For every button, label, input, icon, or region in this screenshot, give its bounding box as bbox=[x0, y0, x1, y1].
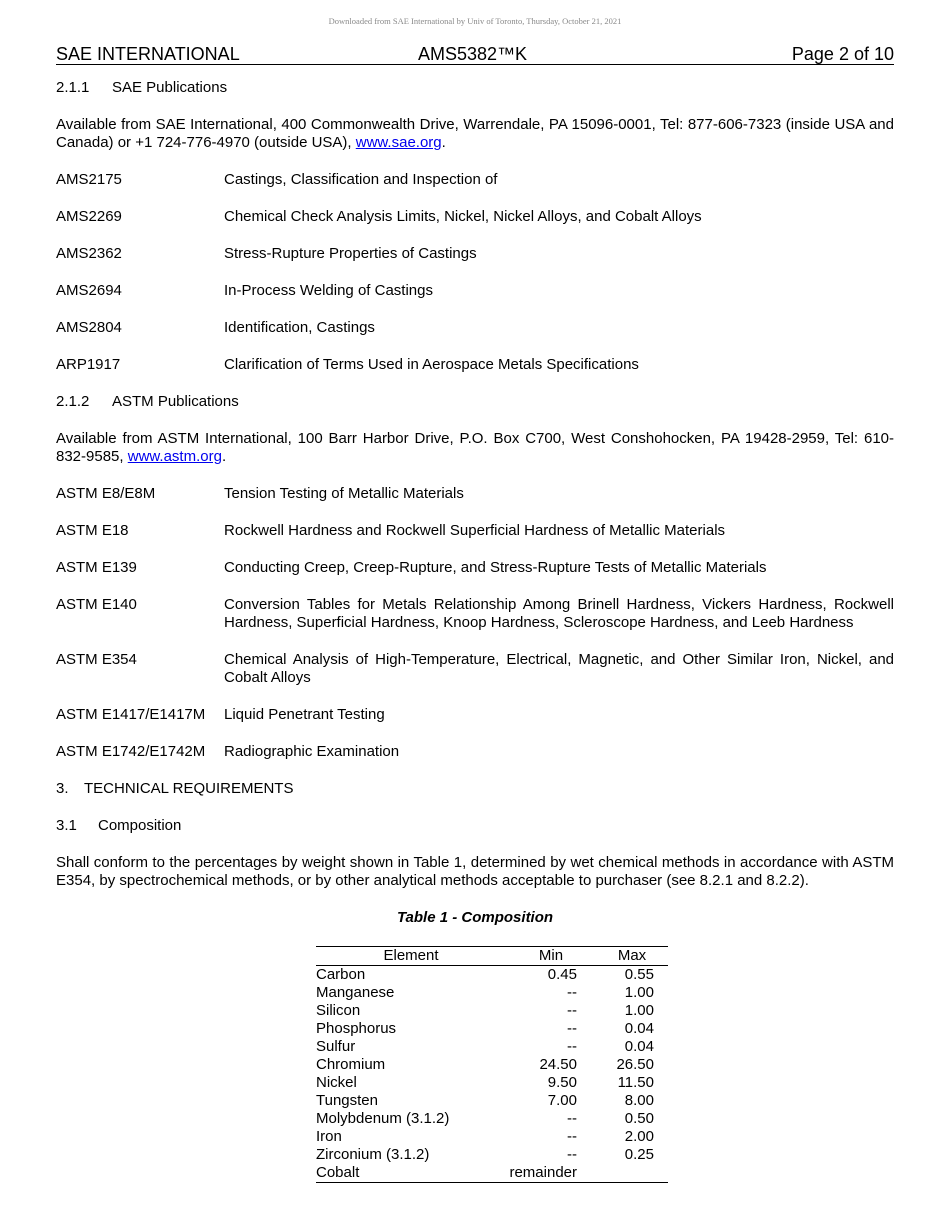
cell-max: 0.04 bbox=[624, 1020, 654, 1037]
cell-element: Silicon bbox=[316, 1002, 361, 1019]
table-row bbox=[316, 1128, 668, 1146]
cell-min: remainder bbox=[506, 1164, 596, 1183]
reference-title: Identification, Castings bbox=[224, 319, 375, 336]
cell-min: -- bbox=[567, 984, 577, 1001]
reference-code: ASTM E139 bbox=[56, 559, 137, 576]
table-row bbox=[316, 1146, 668, 1164]
table-header-row bbox=[316, 947, 668, 966]
column-header-element: Element bbox=[316, 947, 506, 966]
page-header bbox=[56, 44, 894, 65]
reference-code: ARP1917 bbox=[56, 356, 121, 373]
reference-title: In-Process Welding of Castings bbox=[224, 282, 433, 299]
section-heading-technical bbox=[56, 780, 894, 798]
reference-entry bbox=[56, 743, 894, 761]
section-number: 3.1 bbox=[56, 817, 77, 834]
reference-entry bbox=[56, 282, 894, 300]
reference-title: Radiographic Examination bbox=[224, 743, 400, 760]
reference-entry bbox=[56, 208, 894, 226]
table-row bbox=[316, 1110, 668, 1128]
reference-title: Chemical Analysis of High-Temperature, Electrical, Magnetic, and Other Similar Iron, Nickel, and Cobalt Alloys bbox=[224, 651, 894, 686]
reference-code: ASTM E1417/E1417M bbox=[56, 706, 206, 723]
section-title: ASTM Publications bbox=[112, 393, 239, 410]
sae-website-link[interactable]: www.sae.org bbox=[355, 134, 442, 151]
cell-max: 0.50 bbox=[624, 1110, 654, 1127]
availability-text: Available from SAE International, 400 Commonwealth Drive, Warrendale, PA 15096-0001, Tel: 877-606-7323 (inside USA and Canada) or +1 724-776-4970 (outside USA), bbox=[56, 116, 894, 151]
reference-code: ASTM E1742/E1742M bbox=[56, 743, 206, 760]
reference-entry bbox=[56, 245, 894, 263]
section-heading-sae bbox=[56, 79, 894, 97]
column-header-max: Max bbox=[596, 947, 668, 966]
cell-min: 24.50 bbox=[539, 1056, 577, 1073]
reference-code: AMS2804 bbox=[56, 319, 122, 336]
astm-website-link[interactable]: www.astm.org bbox=[127, 448, 222, 465]
reference-entry bbox=[56, 522, 894, 540]
reference-entry bbox=[56, 356, 894, 374]
cell-min: 7.00 bbox=[547, 1092, 577, 1109]
section-title: TECHNICAL REQUIREMENTS bbox=[84, 780, 294, 797]
section-title: SAE Publications bbox=[112, 79, 228, 96]
section-heading-composition bbox=[56, 817, 894, 835]
reference-entry bbox=[56, 706, 894, 724]
cell-min: -- bbox=[567, 1020, 577, 1037]
reference-entry bbox=[56, 651, 894, 687]
reference-entry bbox=[56, 596, 894, 632]
reference-code: ASTM E18 bbox=[56, 522, 129, 539]
section-title: Composition bbox=[98, 817, 182, 834]
reference-title: Liquid Penetrant Testing bbox=[224, 706, 385, 723]
cell-max: 11.50 bbox=[617, 1074, 654, 1091]
cell-max: 26.50 bbox=[616, 1056, 654, 1073]
cell-max: 2.00 bbox=[624, 1128, 654, 1145]
reference-code: ASTM E8/E8M bbox=[56, 485, 156, 502]
reference-code: AMS2694 bbox=[56, 282, 122, 299]
cell-element: Tungsten bbox=[316, 1092, 378, 1109]
cell-max bbox=[596, 1164, 668, 1183]
download-watermark: Downloaded from SAE International by Univ of Toronto, Thursday, October 21, 2021 bbox=[328, 16, 622, 26]
reference-entry bbox=[56, 319, 894, 337]
cell-min: -- bbox=[567, 1146, 577, 1163]
reference-entry bbox=[56, 171, 894, 189]
availability-text: Available from ASTM International, 100 Barr Harbor Drive, P.O. Box C700, West Conshohocken, PA 19428-2959, Tel: 610-832-9585, bbox=[56, 430, 894, 465]
sae-availability: Available from SAE International, 400 Commonwealth Drive, Warrendale, PA 15096-0001, Tel: 877-606-7323 (inside USA and Canada) or +1 724-776-4970 (outside USA), www.sae.org. bbox=[56, 116, 894, 151]
astm-reference-list bbox=[56, 485, 894, 761]
table-row bbox=[316, 1002, 668, 1020]
cell-element: Nickel bbox=[316, 1074, 357, 1091]
reference-code: AMS2175 bbox=[56, 171, 122, 188]
reference-title: Tension Testing of Metallic Materials bbox=[224, 485, 464, 502]
reference-code: AMS2362 bbox=[56, 245, 122, 262]
cell-max: 1.00 bbox=[624, 1002, 654, 1019]
reference-title: Clarification of Terms Used in Aerospace Metals Specifications bbox=[224, 356, 639, 373]
cell-max: 1.00 bbox=[624, 984, 654, 1001]
table-row bbox=[316, 1020, 668, 1038]
reference-title: Chemical Check Analysis Limits, Nickel, Nickel Alloys, and Cobalt Alloys bbox=[224, 208, 702, 225]
cell-max: 0.25 bbox=[624, 1146, 654, 1163]
cell-element: Carbon bbox=[316, 966, 366, 983]
reference-entry bbox=[56, 485, 894, 503]
cell-min: -- bbox=[567, 1002, 577, 1019]
cell-element: Sulfur bbox=[316, 1038, 356, 1055]
cell-max: 0.55 bbox=[624, 966, 654, 983]
reference-code: AMS2269 bbox=[56, 208, 122, 225]
reference-title: Conducting Creep, Creep-Rupture, and Stress-Rupture Tests of Metallic Materials bbox=[224, 559, 767, 576]
reference-code: ASTM E354 bbox=[56, 651, 137, 668]
section-number: 3. bbox=[56, 780, 69, 797]
cell-element: Molybdenum (3.1.2) bbox=[316, 1110, 450, 1127]
cell-element: Iron bbox=[316, 1128, 342, 1145]
table-row bbox=[316, 1056, 668, 1074]
section-heading-astm bbox=[56, 393, 894, 411]
reference-title: Castings, Classification and Inspection of bbox=[224, 171, 498, 188]
composition-text: Shall conform to the percentages by weight shown in Table 1, determined by wet chemical methods in accordance with ASTM E354, by spectrochemical methods, or by other analytical methods acceptable to purchaser (see 8.2.1 and 8.2.2). bbox=[56, 854, 894, 889]
document-body bbox=[56, 79, 894, 1183]
composition-table bbox=[316, 946, 668, 1183]
sae-reference-list bbox=[56, 171, 894, 374]
reference-entry bbox=[56, 559, 894, 577]
table-row bbox=[316, 966, 668, 985]
cell-max: 8.00 bbox=[624, 1092, 654, 1109]
table-row bbox=[316, 1074, 668, 1092]
cell-element: Manganese bbox=[316, 984, 395, 1001]
table-caption: Table 1 - Composition bbox=[396, 909, 554, 926]
header-organization: SAE INTERNATIONAL bbox=[56, 44, 240, 64]
cell-min: 9.50 bbox=[547, 1074, 577, 1091]
reference-code: ASTM E140 bbox=[56, 596, 137, 613]
astm-availability: Available from ASTM International, 100 Barr Harbor Drive, P.O. Box C700, West Conshohocken, PA 19428-2959, Tel: 610-832-9585, www.astm.org. bbox=[56, 430, 894, 465]
cell-max: 0.04 bbox=[624, 1038, 654, 1055]
reference-title: Rockwell Hardness and Rockwell Superficial Hardness of Metallic Materials bbox=[224, 522, 726, 539]
header-page-number: Page 2 of 10 bbox=[791, 44, 894, 64]
cell-min: -- bbox=[567, 1038, 577, 1055]
cell-min: -- bbox=[567, 1128, 577, 1145]
reference-title: Conversion Tables for Metals Relationship Among Brinell Hardness, Vickers Hardness, Rockwell Hardness, Superficial Hardness, Knoop Hardness, Scleroscope Hardness, and Leeb Hardness bbox=[224, 596, 894, 631]
section-number: 2.1.1 bbox=[56, 79, 90, 96]
cell-min: -- bbox=[567, 1110, 577, 1127]
cell-element: Zirconium (3.1.2) bbox=[316, 1146, 430, 1163]
table-row bbox=[316, 984, 668, 1002]
cell-element: Chromium bbox=[316, 1056, 386, 1073]
cell-min: 0.45 bbox=[547, 966, 577, 983]
cell-element: Cobalt bbox=[316, 1164, 506, 1183]
table-row bbox=[316, 1092, 668, 1110]
reference-title: Stress-Rupture Properties of Castings bbox=[224, 245, 477, 262]
section-number: 2.1.2 bbox=[56, 393, 90, 410]
table-row bbox=[316, 1038, 668, 1056]
header-document-number: AMS5382™K bbox=[418, 44, 528, 64]
cell-element: Phosphorus bbox=[316, 1020, 397, 1037]
column-header-min: Min bbox=[506, 947, 596, 966]
table-row bbox=[316, 1164, 668, 1183]
